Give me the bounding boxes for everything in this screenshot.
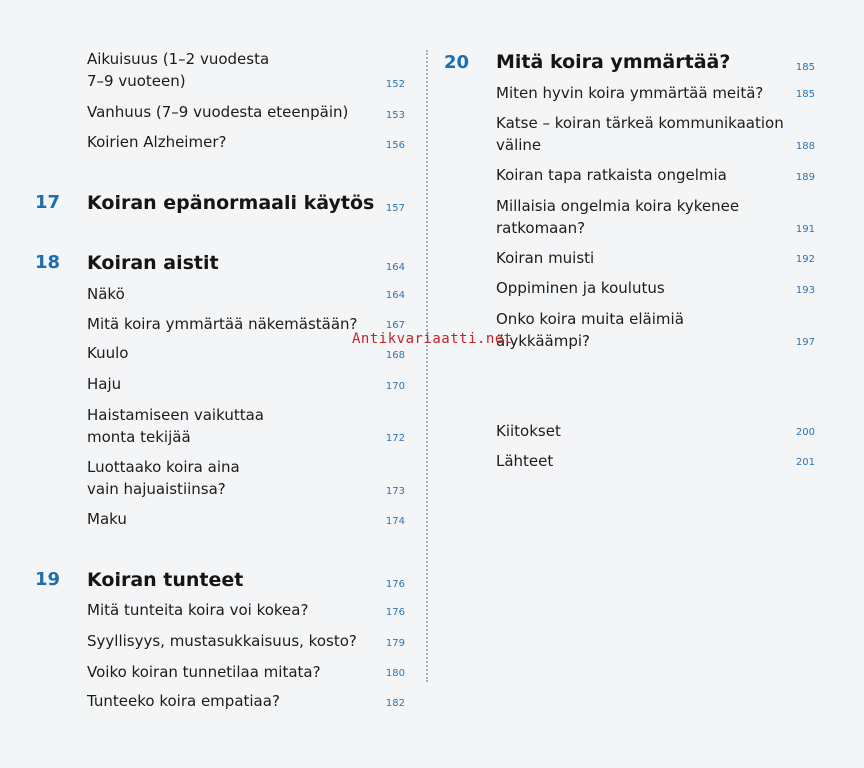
toc-entry-problem-solving: Koiran tapa ratkaista ongelmia [496,166,727,184]
toc-entry-emotions: Mitä tunteita koira voi kokea? [87,601,309,619]
toc-entry-training: Oppiminen ja koulutus [496,279,665,297]
toc-entry-acknowledgements-page: 200 [795,427,815,438]
toc-entry-guilt: Syyllisyys, mustasukkaisuus, kosto? [87,632,357,650]
toc-entry-adulthood-line2: 7–9 vuoteen) [87,72,186,90]
toc-entry-smarter-line2: älykkäämpi? [496,332,590,350]
toc-entry-problems-page: 191 [795,224,815,235]
toc-entry-taste: Maku [87,510,127,528]
chapter-19-title: Koiran tunteet [87,569,244,591]
toc-entry-sight-page: 164 [385,290,405,301]
chapter-20-page: 185 [795,62,815,73]
toc-entry-trust-smell-page: 173 [385,486,405,497]
toc-entry-smarter-page: 197 [795,337,815,348]
toc-entry-smell-page: 170 [385,381,405,392]
toc-entry-hearing: Kuulo [87,344,129,362]
chapter-19-number: 19 [35,569,61,590]
toc-entry-guilt-page: 179 [385,638,405,649]
toc-entry-sight: Näkö [87,285,125,303]
toc-entry-vision-understanding-page: 167 [385,320,405,331]
toc-entry-measure-emotion: Voiko koiran tunnetilaa mitata? [87,663,321,681]
chapter-18-page: 164 [385,262,405,273]
toc-entry-acknowledgements: Kiitokset [496,422,561,440]
toc-entry-old-age-page: 153 [385,110,405,121]
toc-entry-alzheimer: Koirien Alzheimer? [87,133,227,151]
chapter-18-number: 18 [35,252,61,273]
toc-entry-sniffing-page: 172 [385,433,405,444]
toc-entry-training-page: 193 [795,285,815,296]
chapter-20-number: 20 [444,52,470,73]
toc-entry-memory-page: 192 [795,254,815,265]
column-divider [426,50,428,682]
toc-entry-sources: Lähteet [496,452,554,470]
toc-entry-trust-smell-line1: Luottaako koira aina [87,458,240,476]
toc-entry-hearing-page: 168 [385,350,405,361]
toc-entry-gaze-line2: väline [496,136,542,154]
toc-entry-smell: Haju [87,375,122,393]
toc-entry-understand-us-page: 185 [795,89,815,100]
toc-entry-sniffing-line1: Haistamiseen vaikuttaa [87,406,264,424]
chapter-18-title: Koiran aistit [87,252,219,274]
toc-entry-problems-line2: ratkomaan? [496,219,586,237]
toc-entry-old-age: Vanhuus (7–9 vuodesta eteenpäin) [87,103,349,121]
toc-entry-adulthood-line1: Aikuisuus (1–2 vuodesta [87,50,270,68]
toc-entry-smarter-line1: Onko koira muita eläimiä [496,310,684,328]
toc-entry-vision-understanding: Mitä koira ymmärtää näkemästään? [87,315,358,333]
toc-entry-sources-page: 201 [795,457,815,468]
toc-entry-adulthood-page: 152 [385,79,405,90]
chapter-17-title: Koiran epänormaali käytös [87,192,375,214]
toc-entry-memory: Koiran muisti [496,249,595,267]
chapter-20-title: Mitä koira ymmärtää? [496,51,731,73]
toc-entry-problems-line1: Millaisia ongelmia koira kykenee [496,197,740,215]
toc-entry-gaze-line1: Katse – koiran tärkeä kommunikaation [496,114,784,132]
watermark: Antikvariaatti.net [352,331,513,347]
toc-entry-gaze-page: 188 [795,141,815,152]
chapter-17-page: 157 [385,203,405,214]
toc-entry-emotions-page: 176 [385,607,405,618]
toc-entry-alzheimer-page: 156 [385,140,405,151]
toc-entry-measure-emotion-page: 180 [385,668,405,679]
toc-entry-taste-page: 174 [385,516,405,527]
toc-entry-empathy: Tunteeko koira empatiaa? [87,692,280,710]
chapter-17-number: 17 [35,192,61,213]
toc-entry-problem-solving-page: 189 [795,172,815,183]
toc-entry-trust-smell-line2: vain hajuaistiinsa? [87,480,226,498]
toc-entry-sniffing-line2: monta tekijää [87,428,191,446]
toc-entry-empathy-page: 182 [385,698,405,709]
chapter-19-page: 176 [385,579,405,590]
toc-entry-understand-us: Miten hyvin koira ymmärtää meitä? [496,84,764,102]
